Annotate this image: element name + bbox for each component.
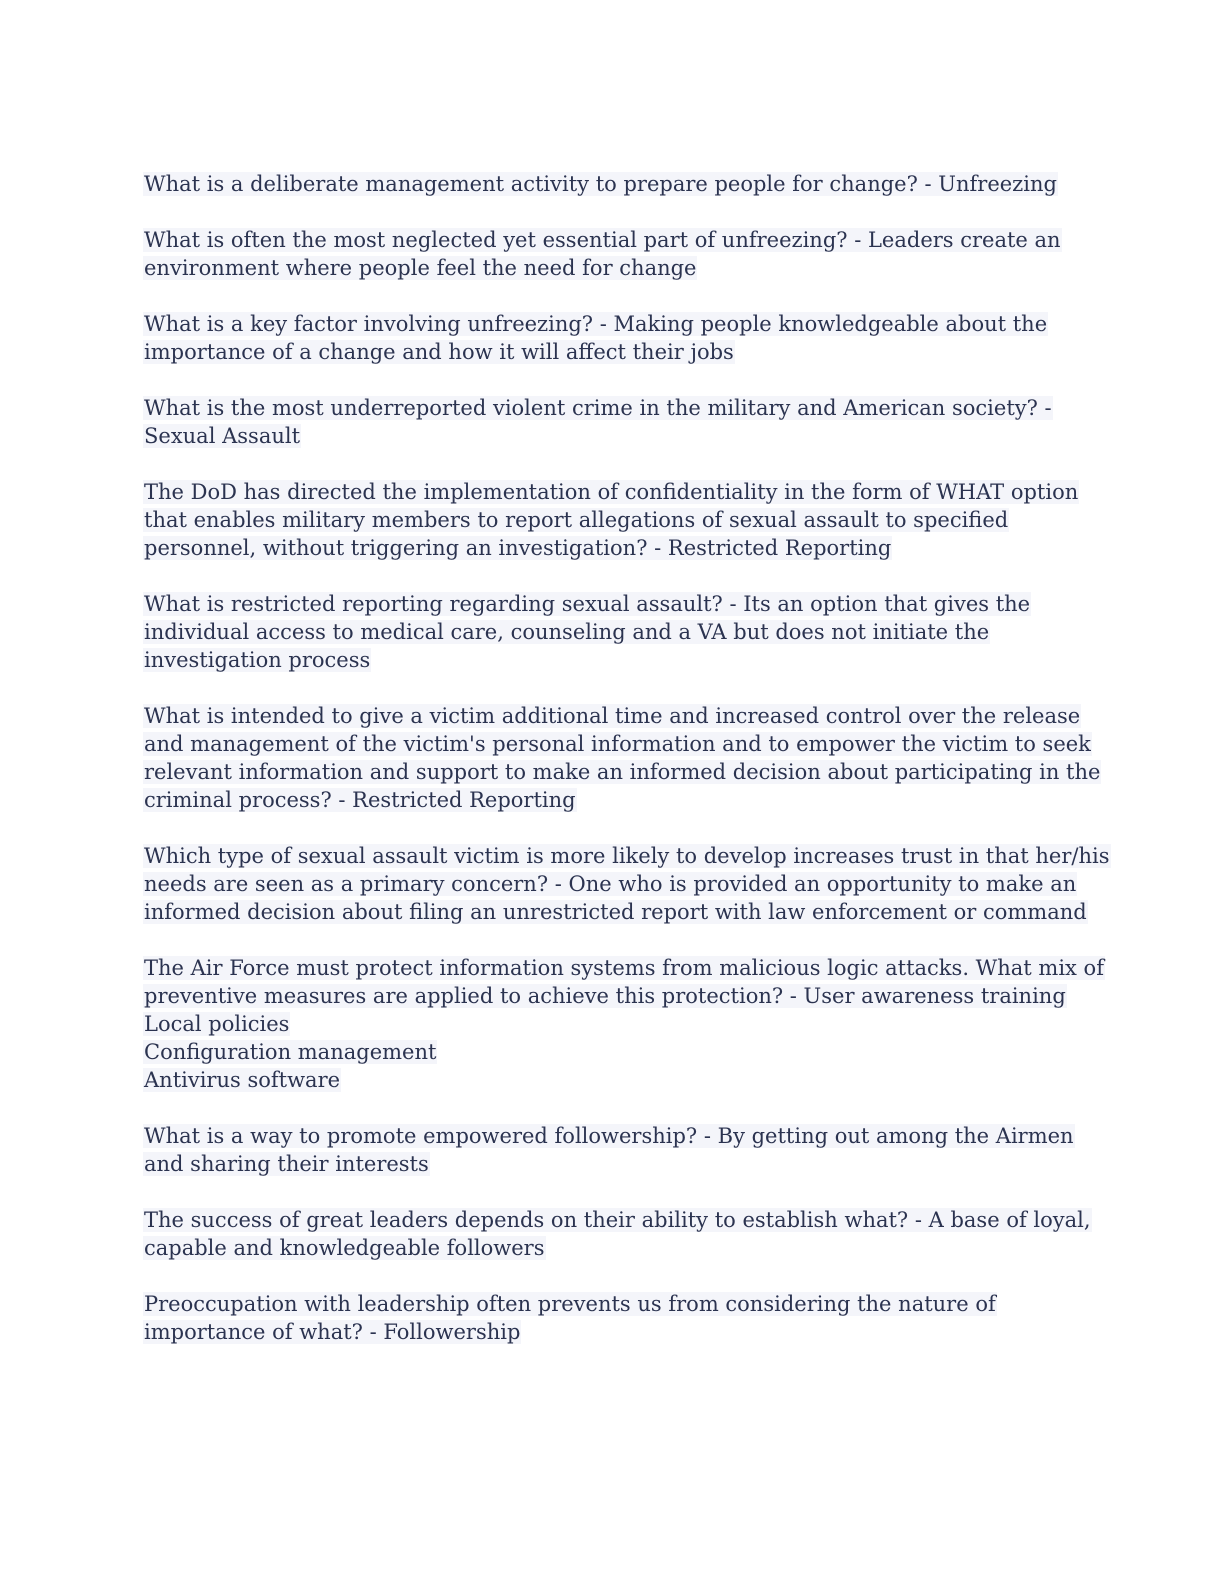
qa-line-text: What is intended to give a victim additional time and increased control over the release	[144, 704, 1081, 728]
qa-line	[143, 226, 1073, 254]
qa-line	[143, 646, 1073, 674]
qa-line	[143, 1010, 1073, 1038]
qa-line	[143, 1038, 1073, 1066]
qa-line-text: investigation process	[144, 648, 371, 672]
qa-item	[143, 478, 1079, 562]
qa-line-text: individual access to medical care, counseling and a VA but does not initiate the	[144, 620, 990, 644]
qa-line	[143, 1318, 1073, 1346]
qa-line-text: importance of a change and how it will affect their jobs	[144, 340, 734, 364]
qa-line	[143, 898, 1087, 926]
qa-item	[143, 226, 1073, 282]
qa-line-text: informed decision about filing an unrestricted report with law enforcement or command	[144, 900, 1087, 924]
qa-line-text: environment where people feel the need for change	[144, 256, 697, 280]
qa-line	[143, 702, 1081, 730]
qa-line	[143, 982, 1073, 1010]
qa-item	[143, 1290, 1073, 1346]
qa-line-text: The success of great leaders depends on their ability to establish what? - A base of loyal,	[144, 1208, 1091, 1232]
qa-line	[143, 758, 1101, 786]
qa-item	[143, 1206, 1091, 1262]
qa-item	[143, 702, 1101, 814]
qa-line-text: Local policies	[144, 1012, 290, 1036]
qa-line-text: and sharing their interests	[144, 1152, 429, 1176]
qa-line-text: relevant information and support to make an informed decision about participating in the	[144, 760, 1101, 784]
qa-line-text: What is restricted reporting regarding sexual assault? - Its an option that gives the	[144, 592, 1031, 616]
qa-line	[143, 170, 1073, 198]
qa-line-text: needs are seen as a primary concern? - One who is provided an opportunity to make an	[144, 872, 1077, 896]
qa-line-text: Sexual Assault	[144, 424, 301, 448]
qa-line-text: personnel, without triggering an investigation? - Restricted Reporting	[144, 536, 892, 560]
qa-line-text: that enables military members to report allegations of sexual assault to specified	[144, 508, 1009, 532]
qa-line-text: Antivirus software	[144, 1068, 341, 1092]
qa-line-text: The DoD has directed the implementation of confidentiality in the form of WHAT option	[144, 480, 1079, 504]
qa-line-text: Configuration management	[144, 1040, 437, 1064]
qa-line	[143, 1290, 1073, 1318]
qa-line	[143, 394, 1073, 422]
qa-line	[143, 1150, 1073, 1178]
qa-item	[143, 954, 1104, 1094]
qa-line-text: The Air Force must protect information systems from malicious logic attacks. What mix of	[144, 956, 1104, 980]
qa-item	[143, 1122, 1073, 1178]
qa-line-text: Which type of sexual assault victim is more likely to develop increases trust in that her/his	[144, 844, 1110, 868]
qa-line	[143, 1066, 1073, 1094]
qa-line-text: Preoccupation with leadership often prevents us from considering the nature of	[144, 1292, 996, 1316]
qa-line-text: What is the most underreported violent crime in the military and American society? -	[144, 396, 1052, 420]
qa-line-text: What is a key factor involving unfreezing? - Making people knowledgeable about the	[144, 312, 1048, 336]
qa-line	[143, 422, 1073, 450]
qa-line-text: What is a way to promote empowered followership? - By getting out among the Airmen	[144, 1124, 1074, 1148]
qa-line-text: What is often the most neglected yet essential part of unfreezing? - Leaders create an	[144, 228, 1061, 252]
qa-line	[143, 1206, 1091, 1234]
qa-line-text: preventive measures are applied to achieve this protection? - User awareness training	[144, 984, 1066, 1008]
qa-line	[143, 1122, 1073, 1150]
qa-line	[143, 1234, 1073, 1262]
qa-item	[143, 310, 1073, 366]
qa-line	[143, 618, 1073, 646]
qa-line-text: importance of what? - Followership	[144, 1320, 521, 1344]
qa-item	[143, 394, 1073, 450]
qa-line-text: capable and knowledgeable followers	[144, 1236, 545, 1260]
qa-line	[143, 870, 1077, 898]
qa-line	[143, 506, 1073, 534]
qa-line	[143, 254, 1073, 282]
qa-line	[143, 842, 1110, 870]
qa-line	[143, 338, 1073, 366]
qa-line	[143, 786, 1073, 814]
qa-line	[143, 310, 1073, 338]
qa-item	[143, 842, 1110, 926]
qa-line	[143, 534, 1073, 562]
qa-line	[143, 590, 1073, 618]
qa-item	[143, 170, 1073, 198]
qa-line	[143, 954, 1104, 982]
document-body	[143, 170, 1110, 1374]
qa-line	[143, 730, 1091, 758]
qa-line	[143, 478, 1079, 506]
qa-line-text: and management of the victim's personal information and to empower the victim to seek	[144, 732, 1091, 756]
qa-item	[143, 590, 1073, 674]
qa-line-text: What is a deliberate management activity to prepare people for change? - Unfreezing	[144, 172, 1057, 196]
qa-line-text: criminal process? - Restricted Reporting	[144, 788, 576, 812]
